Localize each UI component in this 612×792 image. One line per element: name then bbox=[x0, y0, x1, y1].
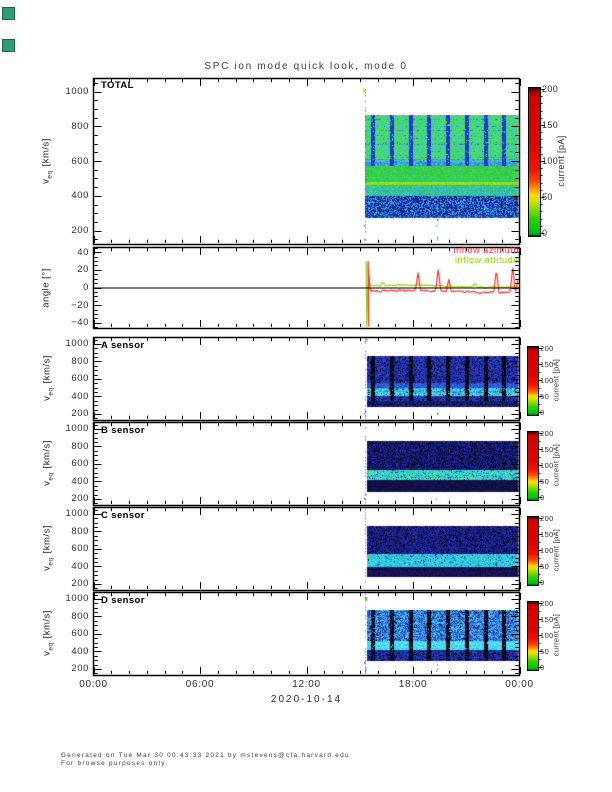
y-axis-label-angle: angle [°] bbox=[40, 268, 52, 308]
y-tick-label-a: 200 bbox=[71, 408, 89, 420]
panel-label-a-sensor: A sensor bbox=[101, 340, 145, 351]
x-tick-label: 12:00 bbox=[292, 679, 321, 690]
y-tick-label-d: 200 bbox=[71, 663, 89, 675]
y-axis-label-total: $v_{eq}[km/s]$ bbox=[40, 138, 54, 184]
y-tick-label-b: 200 bbox=[71, 493, 89, 505]
colorbar-tick-label-b: 200 bbox=[540, 428, 554, 438]
colorbar-tick-label-b: 0 bbox=[540, 492, 545, 502]
colorbar-tick-label-c: 200 bbox=[540, 513, 554, 523]
colorbar-c bbox=[527, 516, 539, 586]
colorbar-tick-label-a: 200 bbox=[540, 343, 554, 353]
colorbar-tick-label-total: 200 bbox=[542, 84, 559, 95]
y-tick-label-b: 1000 bbox=[65, 423, 89, 435]
y-tick-label-b: 800 bbox=[71, 440, 89, 452]
panel-label-total: TOTAL bbox=[101, 80, 134, 91]
y-tick-label-angle: 40 bbox=[77, 246, 89, 258]
y-tick-label-b: 600 bbox=[71, 458, 89, 470]
colorbar-tick-label-b: 150 bbox=[540, 444, 554, 454]
colorbar-d bbox=[527, 601, 539, 671]
y-tick-label-a: 600 bbox=[71, 373, 89, 385]
colorbar-tick-label-b: 100 bbox=[540, 460, 554, 470]
colorbar-b bbox=[527, 431, 539, 501]
y-axis-label-a: $v_{eq}[km/s]$ bbox=[41, 355, 55, 401]
colorbar-label-d: current [pA] bbox=[551, 613, 561, 657]
colorbar-tick-label-a: 50 bbox=[540, 391, 550, 401]
colorbar-label-total: current [pA] bbox=[556, 135, 566, 187]
colorbar-tick-label-total: 150 bbox=[542, 120, 559, 131]
y-axis-label-c: $v_{eq}[km/s]$ bbox=[41, 525, 55, 571]
colorbar-tick-label-d: 150 bbox=[540, 614, 554, 624]
colorbar-tick-label-a: 100 bbox=[540, 375, 554, 385]
colorbar-tick-label-c: 0 bbox=[540, 577, 545, 587]
y-axis-label-d: $v_{eq}[km/s]$ bbox=[41, 610, 55, 656]
y-tick-label-total: 400 bbox=[71, 190, 89, 202]
colorbar-label-a: current [pA] bbox=[551, 358, 561, 402]
y-tick-label-angle: 20 bbox=[77, 264, 89, 276]
colorbar-tick-label-a: 150 bbox=[540, 359, 554, 369]
y-tick-label-angle: −40 bbox=[71, 317, 89, 329]
colorbar-label-b: current [pA] bbox=[551, 443, 561, 487]
page-title: SPC ion mode quick look, mode 0 bbox=[204, 61, 408, 72]
y-tick-label-d: 400 bbox=[71, 645, 89, 657]
y-tick-label-b: 400 bbox=[71, 475, 89, 487]
legend-inflow-azimuth: inflow azimuth bbox=[453, 245, 519, 255]
y-tick-label-c: 800 bbox=[71, 525, 89, 537]
colorbar-tick-label-d: 50 bbox=[540, 646, 550, 656]
y-tick-label-a: 800 bbox=[71, 355, 89, 367]
panel-label-d-sensor: D sensor bbox=[101, 595, 145, 606]
y-tick-label-d: 600 bbox=[71, 628, 89, 640]
y-tick-label-a: 1000 bbox=[65, 338, 89, 350]
footer-browse-line: For browse purposes only. bbox=[61, 759, 169, 767]
footer-generated-line: Generated on Tue Mar 30 00:43:33 2021 by mstevens@cfa.harvard.edu bbox=[61, 752, 350, 759]
x-tick-label: 18:00 bbox=[398, 679, 428, 690]
colorbar-tick-label-b: 50 bbox=[540, 476, 550, 486]
colorbar-tick-label-total: 0 bbox=[542, 228, 548, 239]
y-tick-label-c: 400 bbox=[71, 560, 89, 572]
y-tick-label-angle: −20 bbox=[71, 299, 89, 311]
colorbar-tick-label-c: 50 bbox=[540, 561, 550, 571]
colorbar-tick-label-total: 50 bbox=[542, 192, 553, 203]
panel-label-c-sensor: C sensor bbox=[101, 510, 145, 521]
x-tick-label: 06:00 bbox=[185, 679, 215, 690]
colorbar-a bbox=[527, 346, 539, 416]
y-tick-label-c: 200 bbox=[71, 578, 89, 590]
colorbar-tick-label-d: 0 bbox=[540, 662, 545, 672]
colorbar-tick-label-a: 0 bbox=[540, 407, 545, 417]
y-tick-label-d: 800 bbox=[71, 610, 89, 622]
colorbar-total bbox=[528, 87, 541, 237]
panel-label-b-sensor: B sensor bbox=[101, 425, 145, 436]
colorbar-tick-label-total: 100 bbox=[542, 156, 559, 167]
y-tick-label-a: 400 bbox=[71, 390, 89, 402]
x-tick-label: 00:00 bbox=[505, 679, 534, 690]
y-tick-label-c: 600 bbox=[71, 543, 89, 555]
y-tick-label-angle: 0 bbox=[83, 282, 89, 293]
y-tick-label-total: 600 bbox=[71, 155, 89, 167]
x-axis-date-label: 2020-10-14 bbox=[270, 694, 343, 705]
y-tick-label-total: 1000 bbox=[65, 86, 89, 98]
colorbar-tick-label-d: 200 bbox=[540, 598, 554, 608]
y-axis-label-b: $v_{eq}[km/s]$ bbox=[41, 440, 55, 486]
x-tick-label: 00:00 bbox=[79, 679, 108, 690]
colorbar-label-c: current [pA] bbox=[551, 528, 561, 572]
colorbar-tick-label-c: 150 bbox=[540, 529, 554, 539]
legend-inflow-attitude: inflow attitude bbox=[454, 254, 519, 265]
y-tick-label-total: 800 bbox=[71, 120, 89, 132]
y-tick-label-total: 200 bbox=[71, 225, 89, 237]
colorbar-tick-label-c: 100 bbox=[540, 545, 554, 555]
colorbar-tick-label-d: 100 bbox=[540, 630, 554, 640]
y-tick-label-d: 1000 bbox=[65, 593, 89, 605]
y-tick-label-c: 1000 bbox=[65, 508, 89, 520]
